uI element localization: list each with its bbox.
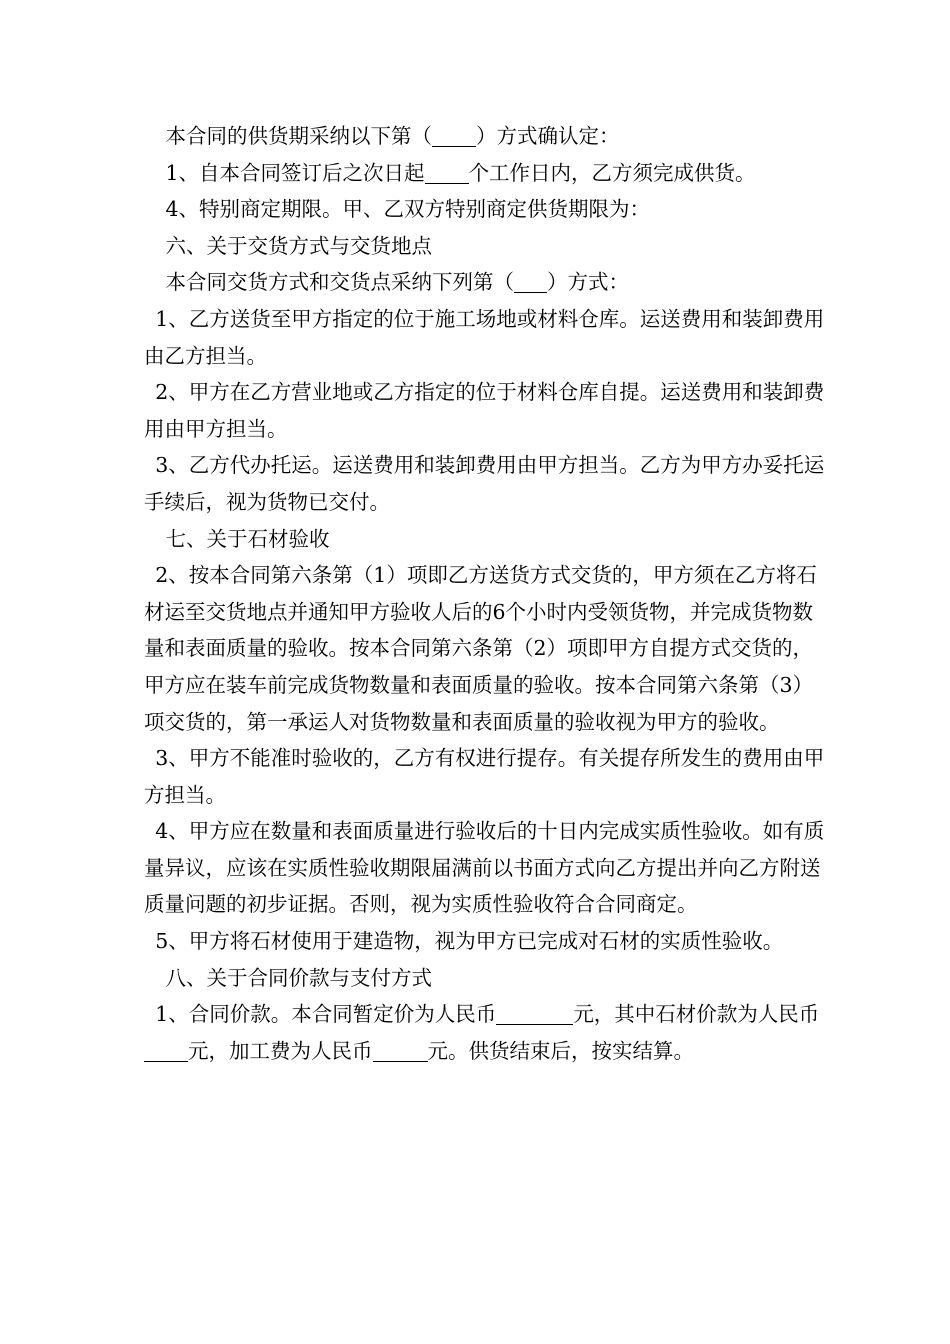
paragraph-text: 1、乙方送货至甲方指定的位于施工场地或材料仓库。运送费用和装卸费用由乙方担当。 (144, 306, 825, 368)
fill-in-blank (425, 162, 469, 184)
paragraph-text: ）方式： (547, 270, 630, 295)
paragraph-text: 4、甲方应在数量和表面质量进行验收后的十日内完成实质性验收。如有质量异议，应该在实质性验收期限届满前以书面方式向乙方提出并向乙方附送质量问题的初步证据。否则，视为实质性验收符合合同商定。 (144, 819, 825, 917)
fill-in-blank (432, 126, 476, 148)
paragraph-text: 2、甲方在乙方营业地或乙方指定的位于材料仓库自提。运送费用和装卸费用由甲方担当。 (144, 380, 825, 441)
paragraph-p9 (144, 521, 830, 558)
paragraph-p5 (144, 264, 830, 301)
paragraph-p13 (144, 923, 830, 960)
paragraph-text: 1、合同价款。本合同暂定价为人民币 (155, 1002, 497, 1027)
paragraph-p15 (144, 996, 830, 1069)
paragraph-p1 (144, 118, 830, 155)
paragraph-p6 (144, 301, 830, 374)
fill-in-blank (514, 272, 547, 294)
paragraph-p2 (144, 155, 830, 192)
contract-body (144, 118, 830, 1069)
paragraph-text: 元，加工费为人民币 (188, 1038, 373, 1063)
paragraph-p10 (144, 557, 830, 740)
paragraph-p4 (144, 228, 830, 265)
fill-in-blank (144, 1040, 188, 1062)
paragraph-text: 5、甲方将石材使用于建造物，视为甲方已完成对石材的实质性验收。 (155, 929, 784, 954)
paragraph-text: 3、乙方代办托运。运送费用和装卸费用由甲方担当。乙方为甲方办妥托运手续后，视为货物已交付。 (144, 453, 825, 514)
paragraph-text: 4、特别商定期限。甲、乙双方特别商定供货期限为： (165, 197, 651, 222)
paragraph-text: 个工作日内，乙方须完成供货。 (468, 160, 756, 185)
fill-in-blank (373, 1040, 428, 1062)
paragraph-text: 元，其中石材价款为人民币 (573, 1002, 820, 1027)
paragraph-text: 六、关于交货方式与交货地点 (165, 233, 433, 258)
paragraph-text: 本合同的供货期采纳以下第（ (165, 124, 433, 148)
paragraph-p8 (144, 447, 830, 520)
paragraph-text: 八、关于合同价款与支付方式 (165, 965, 433, 990)
paragraph-text: 2、按本合同第六条第（1）项即乙方送货方式交货的，甲方须在乙方将石材运至交货地点并通知甲方验收人后的6个小时内受领货物，并完成货物数量和表面质量的验收。按本合同第六条第（2）项即甲方自提方式交货的，甲方应在装车前完成货物数量和表面质量的验收。按本合同第六条第（3）项交货的，第一承运人对货物数量和表面质量的验收视为甲方的验收。 (144, 563, 817, 734)
paragraph-p3 (144, 191, 830, 228)
paragraph-text: 七、关于石材验收 (165, 526, 330, 551)
paragraph-text: 本合同交货方式和交货点采纳下列第（ (165, 270, 515, 295)
paragraph-text: 1、自本合同签订后之次日起 (165, 160, 425, 185)
paragraph-p12 (144, 813, 830, 923)
paragraph-text: 元。供货结束后，按实结算。 (427, 1038, 694, 1063)
paragraph-text: 3、甲方不能准时验收的，乙方有权进行提存。有关提存所发生的费用由甲方担当。 (144, 746, 825, 807)
paragraph-p11 (144, 740, 830, 813)
paragraph-text: ）方式确认定： (476, 124, 620, 148)
fill-in-blank (496, 1004, 573, 1026)
paragraph-p7 (144, 374, 830, 447)
paragraph-p14 (144, 960, 830, 997)
